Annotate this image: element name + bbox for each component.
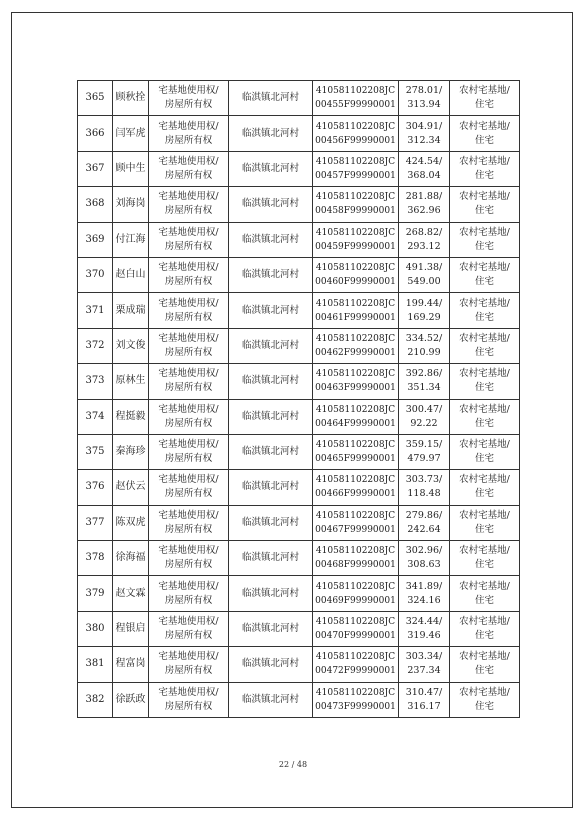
record-number-cell: 377	[78, 505, 113, 540]
right-type-cell: 宅基地使用权/ 房屋所有权	[149, 505, 229, 540]
table-row	[78, 541, 520, 576]
record-number-cell: 375	[78, 434, 113, 469]
right-type-cell: 宅基地使用权/ 房屋所有权	[149, 151, 229, 186]
unit-code-cell: 410581102208JC 00470F99990001	[313, 611, 399, 646]
location-cell: 临淇镇北河村	[229, 293, 313, 328]
land-usage-cell: 农村宅基地/ 住宅	[450, 328, 520, 363]
register-table	[77, 80, 520, 718]
location-cell: 临淇镇北河村	[229, 611, 313, 646]
land-usage-cell: 农村宅基地/ 住宅	[450, 611, 520, 646]
unit-code-cell: 410581102208JC 00455F99990001	[313, 81, 399, 116]
record-number-cell: 371	[78, 293, 113, 328]
land-usage-cell: 农村宅基地/ 住宅	[450, 116, 520, 151]
area-cell: 303.73/ 118.48	[399, 470, 450, 505]
right-type-cell: 宅基地使用权/ 房屋所有权	[149, 470, 229, 505]
area-cell: 310.47/ 316.17	[399, 682, 450, 717]
right-type-cell: 宅基地使用权/ 房屋所有权	[149, 116, 229, 151]
table-row	[78, 647, 520, 682]
owner-name-cell: 闫军虎	[113, 116, 149, 151]
record-number-cell: 366	[78, 116, 113, 151]
table-row	[78, 151, 520, 186]
owner-name-cell: 顾中生	[113, 151, 149, 186]
record-number-cell: 368	[78, 187, 113, 222]
unit-code-cell: 410581102208JC 00458F99990001	[313, 187, 399, 222]
location-cell: 临淇镇北河村	[229, 116, 313, 151]
right-type-cell: 宅基地使用权/ 房屋所有权	[149, 293, 229, 328]
right-type-cell: 宅基地使用权/ 房屋所有权	[149, 399, 229, 434]
land-usage-cell: 农村宅基地/ 住宅	[450, 364, 520, 399]
register-body	[78, 81, 520, 718]
location-cell: 临淇镇北河村	[229, 647, 313, 682]
land-usage-cell: 农村宅基地/ 住宅	[450, 293, 520, 328]
area-cell: 281.88/ 362.96	[399, 187, 450, 222]
owner-name-cell: 程银启	[113, 611, 149, 646]
area-cell: 334.52/ 210.99	[399, 328, 450, 363]
location-cell: 临淇镇北河村	[229, 328, 313, 363]
right-type-cell: 宅基地使用权/ 房屋所有权	[149, 576, 229, 611]
unit-code-cell: 410581102208JC 00459F99990001	[313, 222, 399, 257]
area-cell: 324.44/ 319.46	[399, 611, 450, 646]
right-type-cell: 宅基地使用权/ 房屋所有权	[149, 328, 229, 363]
record-number-cell: 376	[78, 470, 113, 505]
record-number-cell: 370	[78, 257, 113, 292]
owner-name-cell: 刘海岗	[113, 187, 149, 222]
location-cell: 临淇镇北河村	[229, 470, 313, 505]
table-row	[78, 81, 520, 116]
unit-code-cell: 410581102208JC 00465F99990001	[313, 434, 399, 469]
table-row	[78, 470, 520, 505]
land-usage-cell: 农村宅基地/ 住宅	[450, 647, 520, 682]
owner-name-cell: 赵白山	[113, 257, 149, 292]
table-row	[78, 116, 520, 151]
owner-name-cell: 程挺毅	[113, 399, 149, 434]
owner-name-cell: 赵伏云	[113, 470, 149, 505]
record-number-cell: 365	[78, 81, 113, 116]
table-row	[78, 505, 520, 540]
location-cell: 临淇镇北河村	[229, 541, 313, 576]
unit-code-cell: 410581102208JC 00463F99990001	[313, 364, 399, 399]
location-cell: 临淇镇北河村	[229, 434, 313, 469]
location-cell: 临淇镇北河村	[229, 682, 313, 717]
right-type-cell: 宅基地使用权/ 房屋所有权	[149, 257, 229, 292]
table-row	[78, 364, 520, 399]
unit-code-cell: 410581102208JC 00468F99990001	[313, 541, 399, 576]
area-cell: 303.34/ 237.34	[399, 647, 450, 682]
owner-name-cell: 付江海	[113, 222, 149, 257]
owner-name-cell: 顾秋拴	[113, 81, 149, 116]
record-number-cell: 367	[78, 151, 113, 186]
area-cell: 304.91/ 312.34	[399, 116, 450, 151]
owner-name-cell: 栗成瑞	[113, 293, 149, 328]
table-row	[78, 576, 520, 611]
record-number-cell: 372	[78, 328, 113, 363]
right-type-cell: 宅基地使用权/ 房屋所有权	[149, 434, 229, 469]
table-row	[78, 187, 520, 222]
location-cell: 临淇镇北河村	[229, 187, 313, 222]
owner-name-cell: 赵文霖	[113, 576, 149, 611]
land-usage-cell: 农村宅基地/ 住宅	[450, 434, 520, 469]
owner-name-cell: 徐海福	[113, 541, 149, 576]
right-type-cell: 宅基地使用权/ 房屋所有权	[149, 611, 229, 646]
owner-name-cell: 程富岗	[113, 647, 149, 682]
record-number-cell: 380	[78, 611, 113, 646]
unit-code-cell: 410581102208JC 00456F99990001	[313, 116, 399, 151]
record-number-cell: 369	[78, 222, 113, 257]
area-cell: 300.47/ 92.22	[399, 399, 450, 434]
right-type-cell: 宅基地使用权/ 房屋所有权	[149, 222, 229, 257]
right-type-cell: 宅基地使用权/ 房屋所有权	[149, 81, 229, 116]
land-usage-cell: 农村宅基地/ 住宅	[450, 470, 520, 505]
unit-code-cell: 410581102208JC 00457F99990001	[313, 151, 399, 186]
right-type-cell: 宅基地使用权/ 房屋所有权	[149, 647, 229, 682]
land-usage-cell: 农村宅基地/ 住宅	[450, 505, 520, 540]
land-usage-cell: 农村宅基地/ 住宅	[450, 151, 520, 186]
right-type-cell: 宅基地使用权/ 房屋所有权	[149, 364, 229, 399]
land-usage-cell: 农村宅基地/ 住宅	[450, 399, 520, 434]
area-cell: 359.15/ 479.97	[399, 434, 450, 469]
owner-name-cell: 秦海珍	[113, 434, 149, 469]
right-type-cell: 宅基地使用权/ 房屋所有权	[149, 187, 229, 222]
right-type-cell: 宅基地使用权/ 房屋所有权	[149, 541, 229, 576]
table-row	[78, 293, 520, 328]
location-cell: 临淇镇北河村	[229, 364, 313, 399]
location-cell: 临淇镇北河村	[229, 505, 313, 540]
location-cell: 临淇镇北河村	[229, 399, 313, 434]
table-row	[78, 399, 520, 434]
area-cell: 302.96/ 308.63	[399, 541, 450, 576]
table-row	[78, 682, 520, 717]
owner-name-cell: 原林生	[113, 364, 149, 399]
unit-code-cell: 410581102208JC 00466F99990001	[313, 470, 399, 505]
record-number-cell: 374	[78, 399, 113, 434]
unit-code-cell: 410581102208JC 00472F99990001	[313, 647, 399, 682]
land-usage-cell: 农村宅基地/ 住宅	[450, 81, 520, 116]
unit-code-cell: 410581102208JC 00464F99990001	[313, 399, 399, 434]
land-usage-cell: 农村宅基地/ 住宅	[450, 257, 520, 292]
location-cell: 临淇镇北河村	[229, 257, 313, 292]
land-usage-cell: 农村宅基地/ 住宅	[450, 682, 520, 717]
area-cell: 268.82/ 293.12	[399, 222, 450, 257]
record-number-cell: 382	[78, 682, 113, 717]
page-number: 22 / 48	[278, 760, 308, 769]
land-usage-cell: 农村宅基地/ 住宅	[450, 187, 520, 222]
area-cell: 392.86/ 351.34	[399, 364, 450, 399]
owner-name-cell: 徐跃政	[113, 682, 149, 717]
unit-code-cell: 410581102208JC 00469F99990001	[313, 576, 399, 611]
unit-code-cell: 410581102208JC 00467F99990001	[313, 505, 399, 540]
location-cell: 临淇镇北河村	[229, 151, 313, 186]
owner-name-cell: 刘文俊	[113, 328, 149, 363]
area-cell: 491.38/ 549.00	[399, 257, 450, 292]
owner-name-cell: 陈双虎	[113, 505, 149, 540]
unit-code-cell: 410581102208JC 00473F99990001	[313, 682, 399, 717]
area-cell: 279.86/ 242.64	[399, 505, 450, 540]
table-row	[78, 434, 520, 469]
area-cell: 424.54/ 368.04	[399, 151, 450, 186]
area-cell: 341.89/ 324.16	[399, 576, 450, 611]
table-row	[78, 257, 520, 292]
table-row	[78, 222, 520, 257]
unit-code-cell: 410581102208JC 00461F99990001	[313, 293, 399, 328]
land-usage-cell: 农村宅基地/ 住宅	[450, 541, 520, 576]
location-cell: 临淇镇北河村	[229, 576, 313, 611]
land-usage-cell: 农村宅基地/ 住宅	[450, 222, 520, 257]
table-row	[78, 328, 520, 363]
unit-code-cell: 410581102208JC 00462F99990001	[313, 328, 399, 363]
record-number-cell: 381	[78, 647, 113, 682]
record-number-cell: 373	[78, 364, 113, 399]
record-number-cell: 378	[78, 541, 113, 576]
table-row	[78, 611, 520, 646]
location-cell: 临淇镇北河村	[229, 81, 313, 116]
location-cell: 临淇镇北河村	[229, 222, 313, 257]
unit-code-cell: 410581102208JC 00460F99990001	[313, 257, 399, 292]
right-type-cell: 宅基地使用权/ 房屋所有权	[149, 682, 229, 717]
area-cell: 278.01/ 313.94	[399, 81, 450, 116]
record-number-cell: 379	[78, 576, 113, 611]
area-cell: 199.44/ 169.29	[399, 293, 450, 328]
land-usage-cell: 农村宅基地/ 住宅	[450, 576, 520, 611]
